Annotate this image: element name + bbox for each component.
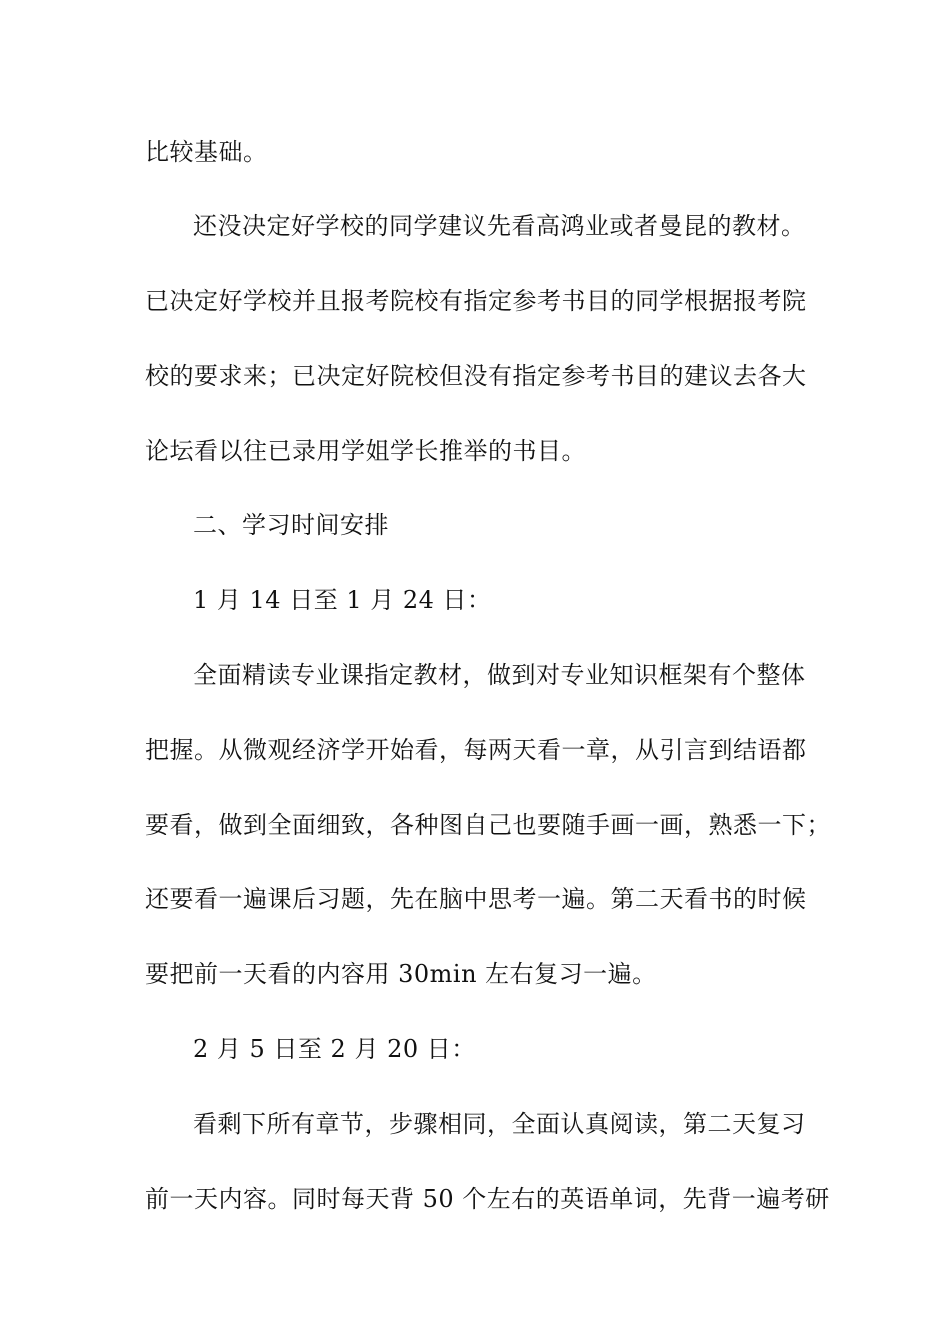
paragraph-line: 前一天内容。同时每天背 50 个左右的英语单词，先背一遍考研 — [145, 1185, 830, 1213]
paragraph-line: 把握。从微观经济学开始看，每两天看一章，从引言到结语都 — [145, 736, 807, 764]
section-heading: 二、学习时间安排 — [193, 511, 389, 539]
paragraph-line: 比较基础。 — [145, 138, 268, 166]
paragraph-line: 要看，做到全面细致，各种图自己也要随手画一画，熟悉一下； — [145, 811, 831, 839]
date-range-heading: 1 月 14 日至 1 月 24 日： — [193, 586, 492, 614]
paragraph-line: 校的要求来；已决定好院校但没有指定参考书目的建议去各大 — [145, 362, 807, 390]
paragraph-line: 还要看一遍课后习题，先在脑中思考一遍。第二天看书的时候 — [145, 885, 807, 913]
paragraph-line: 要把前一天看的内容用 30min 左右复习一遍。 — [145, 960, 657, 988]
date-range-heading: 2 月 5 日至 2 月 20 日： — [193, 1035, 476, 1063]
paragraph-line: 论坛看以往已录用学姐学长推举的书目。 — [145, 437, 586, 465]
paragraph-line: 已决定好学校并且报考院校有指定参考书目的同学根据报考院 — [145, 287, 807, 315]
paragraph-line: 还没决定好学校的同学建议先看高鸿业或者曼昆的教材。 — [193, 212, 806, 240]
paragraph-line: 看剩下所有章节，步骤相同，全面认真阅读，第二天复习 — [193, 1110, 806, 1138]
paragraph-line: 全面精读专业课指定教材，做到对专业知识框架有个整体 — [193, 661, 806, 689]
